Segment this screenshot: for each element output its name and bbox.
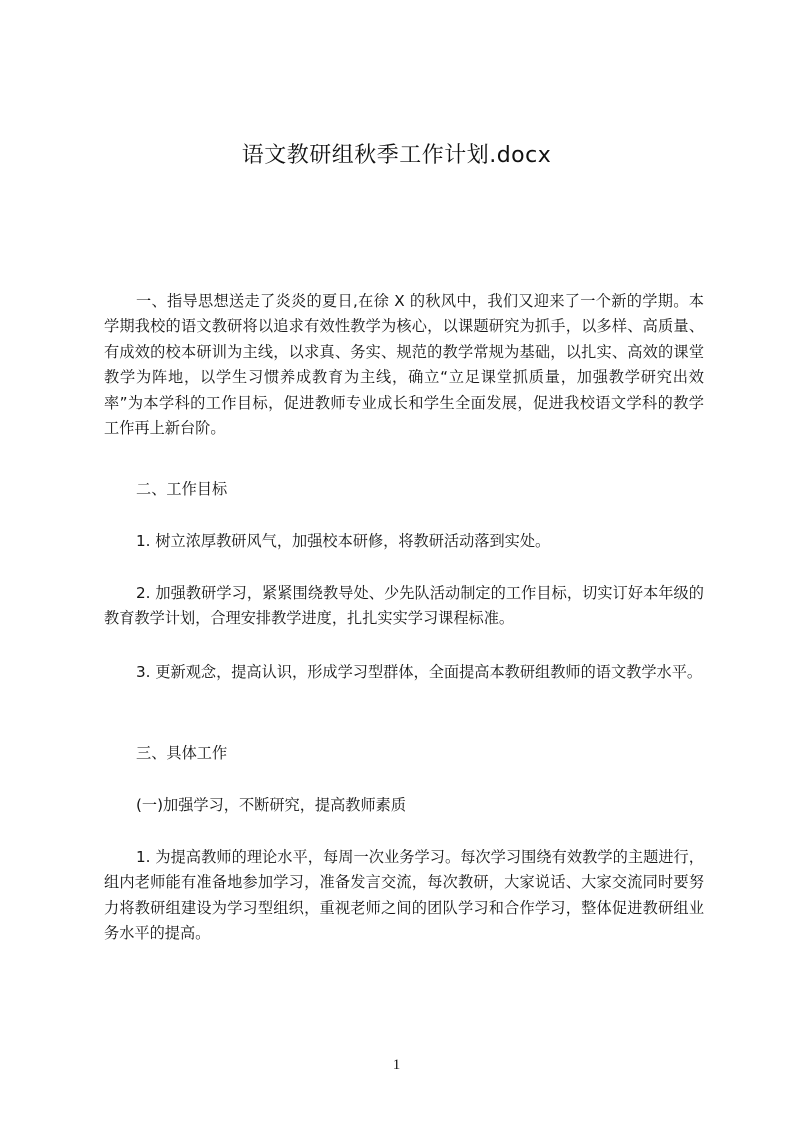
goal-two-paragraph: 2. 加强教研学习，紧紧围绕教导处、少先队活动制定的工作目标，切实订好本年级的教育教学计划，合理安排教学进度，扎扎实实学习课程标准。: [104, 584, 704, 628]
goal-one-paragraph: 1. 树立浓厚教研风气，加强校本研修，将教研活动落到实处。: [136, 532, 551, 550]
goal-three-paragraph: 3. 更新观念，提高认识，形成学习型群体，全面提高本教研组教师的语文教学水平。: [136, 663, 703, 681]
guiding-ideology-paragraph: 一、指导思想送走了炎炎的夏日,在徐 X 的秋风中，我们又迎来了一个新的学期。本学期我校的语文教研将以追求有效性教学为核心，以课题研究为抓手，以多样、高质量、有成效的校本研训为主线，以求真、务实、规范的教学常规为基础，以扎实、高效的课堂教学为阵地，以学生习惯养成教育为主线，确立“立足课堂抓质量，加强教学研究出效率”为本学科的工作目标，促进教师专业成长和学生全面发展，促进我校语文学科的教学工作再上新台阶。: [104, 292, 704, 438]
theory-study-paragraph: 1. 为提高教师的理论水平，每周一次业务学习。每次学习围绕有效教学的主题进行，组内老师能有准备地参加学习，准备发言交流，每次教研，大家说话、大家交流同时要努力将教研组建设为学习型组织，重视老师之间的团队学习和合作学习，整体促进教研组业务水平的提高。: [104, 848, 704, 943]
page-number: 1: [392, 1057, 401, 1073]
document-title: 语文教研组秋季工作计划.docx: [241, 143, 552, 168]
study-research-subheading: (一)加强学习，不断研究，提高教师素质: [136, 796, 407, 814]
specific-work-heading: 三、具体工作: [136, 744, 228, 762]
work-goals-heading: 二、工作目标: [136, 480, 228, 498]
